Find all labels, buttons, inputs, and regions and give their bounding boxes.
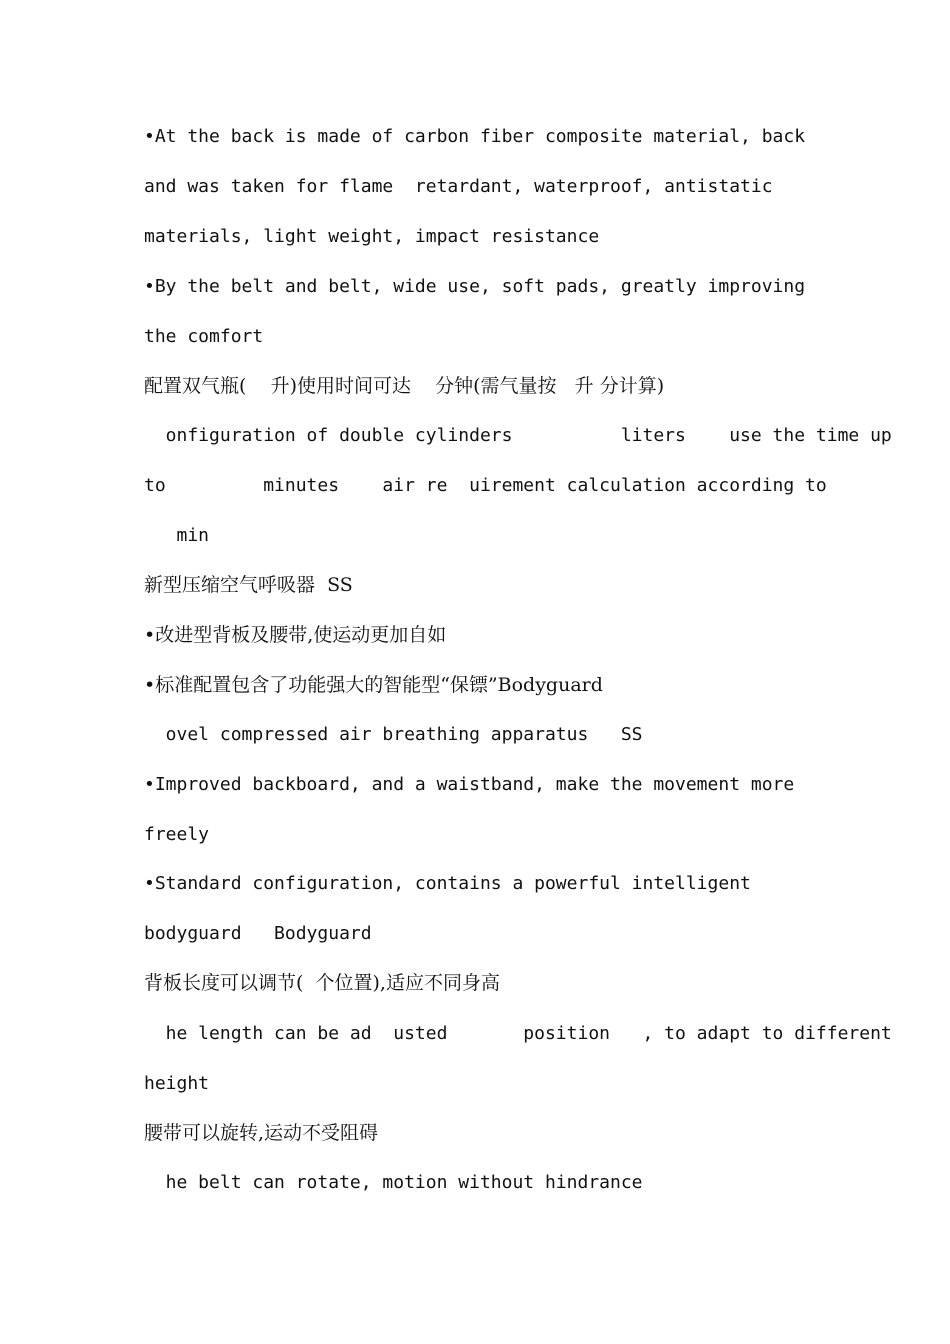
text-line: •By the belt and belt, wide use, soft pads, greatly improving xyxy=(144,276,806,297)
text-line: ovel compressed air breathing apparatus SS xyxy=(144,724,643,745)
text-line: to minutes air re uirement calculation according to xyxy=(144,475,827,496)
text-line: onfiguration of double cylinders liters use the time up xyxy=(144,425,892,446)
text-line: he belt can rotate, motion without hindrance xyxy=(144,1172,643,1193)
text-line: •标准配置包含了功能强大的智能型“保镖”Bodyguard xyxy=(144,674,603,696)
text-line: 腰带可以旋转,运动不受阻碍 xyxy=(144,1122,379,1144)
text-line: •Standard configuration, contains a powerful intelligent xyxy=(144,873,751,894)
text-line: •改进型背板及腰带,使运动更加自如 xyxy=(144,624,447,646)
text-line: bodyguard Bodyguard xyxy=(144,923,372,944)
text-line: min xyxy=(144,525,210,546)
text-line: •At the back is made of carbon fiber composite material, back xyxy=(144,126,806,147)
text-line: •Improved backboard, and a waistband, make the movement more xyxy=(144,774,795,795)
text-line: 背板长度可以调节( 个位置),适应不同身高 xyxy=(144,972,500,994)
text-line: freely xyxy=(144,824,210,845)
text-line: he length can be ad usted position , to adapt to different xyxy=(144,1023,892,1044)
text-line: height xyxy=(144,1073,210,1094)
text-line: materials, light weight, impact resistance xyxy=(144,226,600,247)
text-line: 配置双气瓶( 升)使用时间可达 分钟(需气量按 升 分计算) xyxy=(144,375,665,397)
text-line: 新型压缩空气呼吸器 SS xyxy=(144,574,353,596)
text-line: the comfort xyxy=(144,326,264,347)
text-line: and was taken for flame retardant, waterproof, antistatic xyxy=(144,176,773,197)
